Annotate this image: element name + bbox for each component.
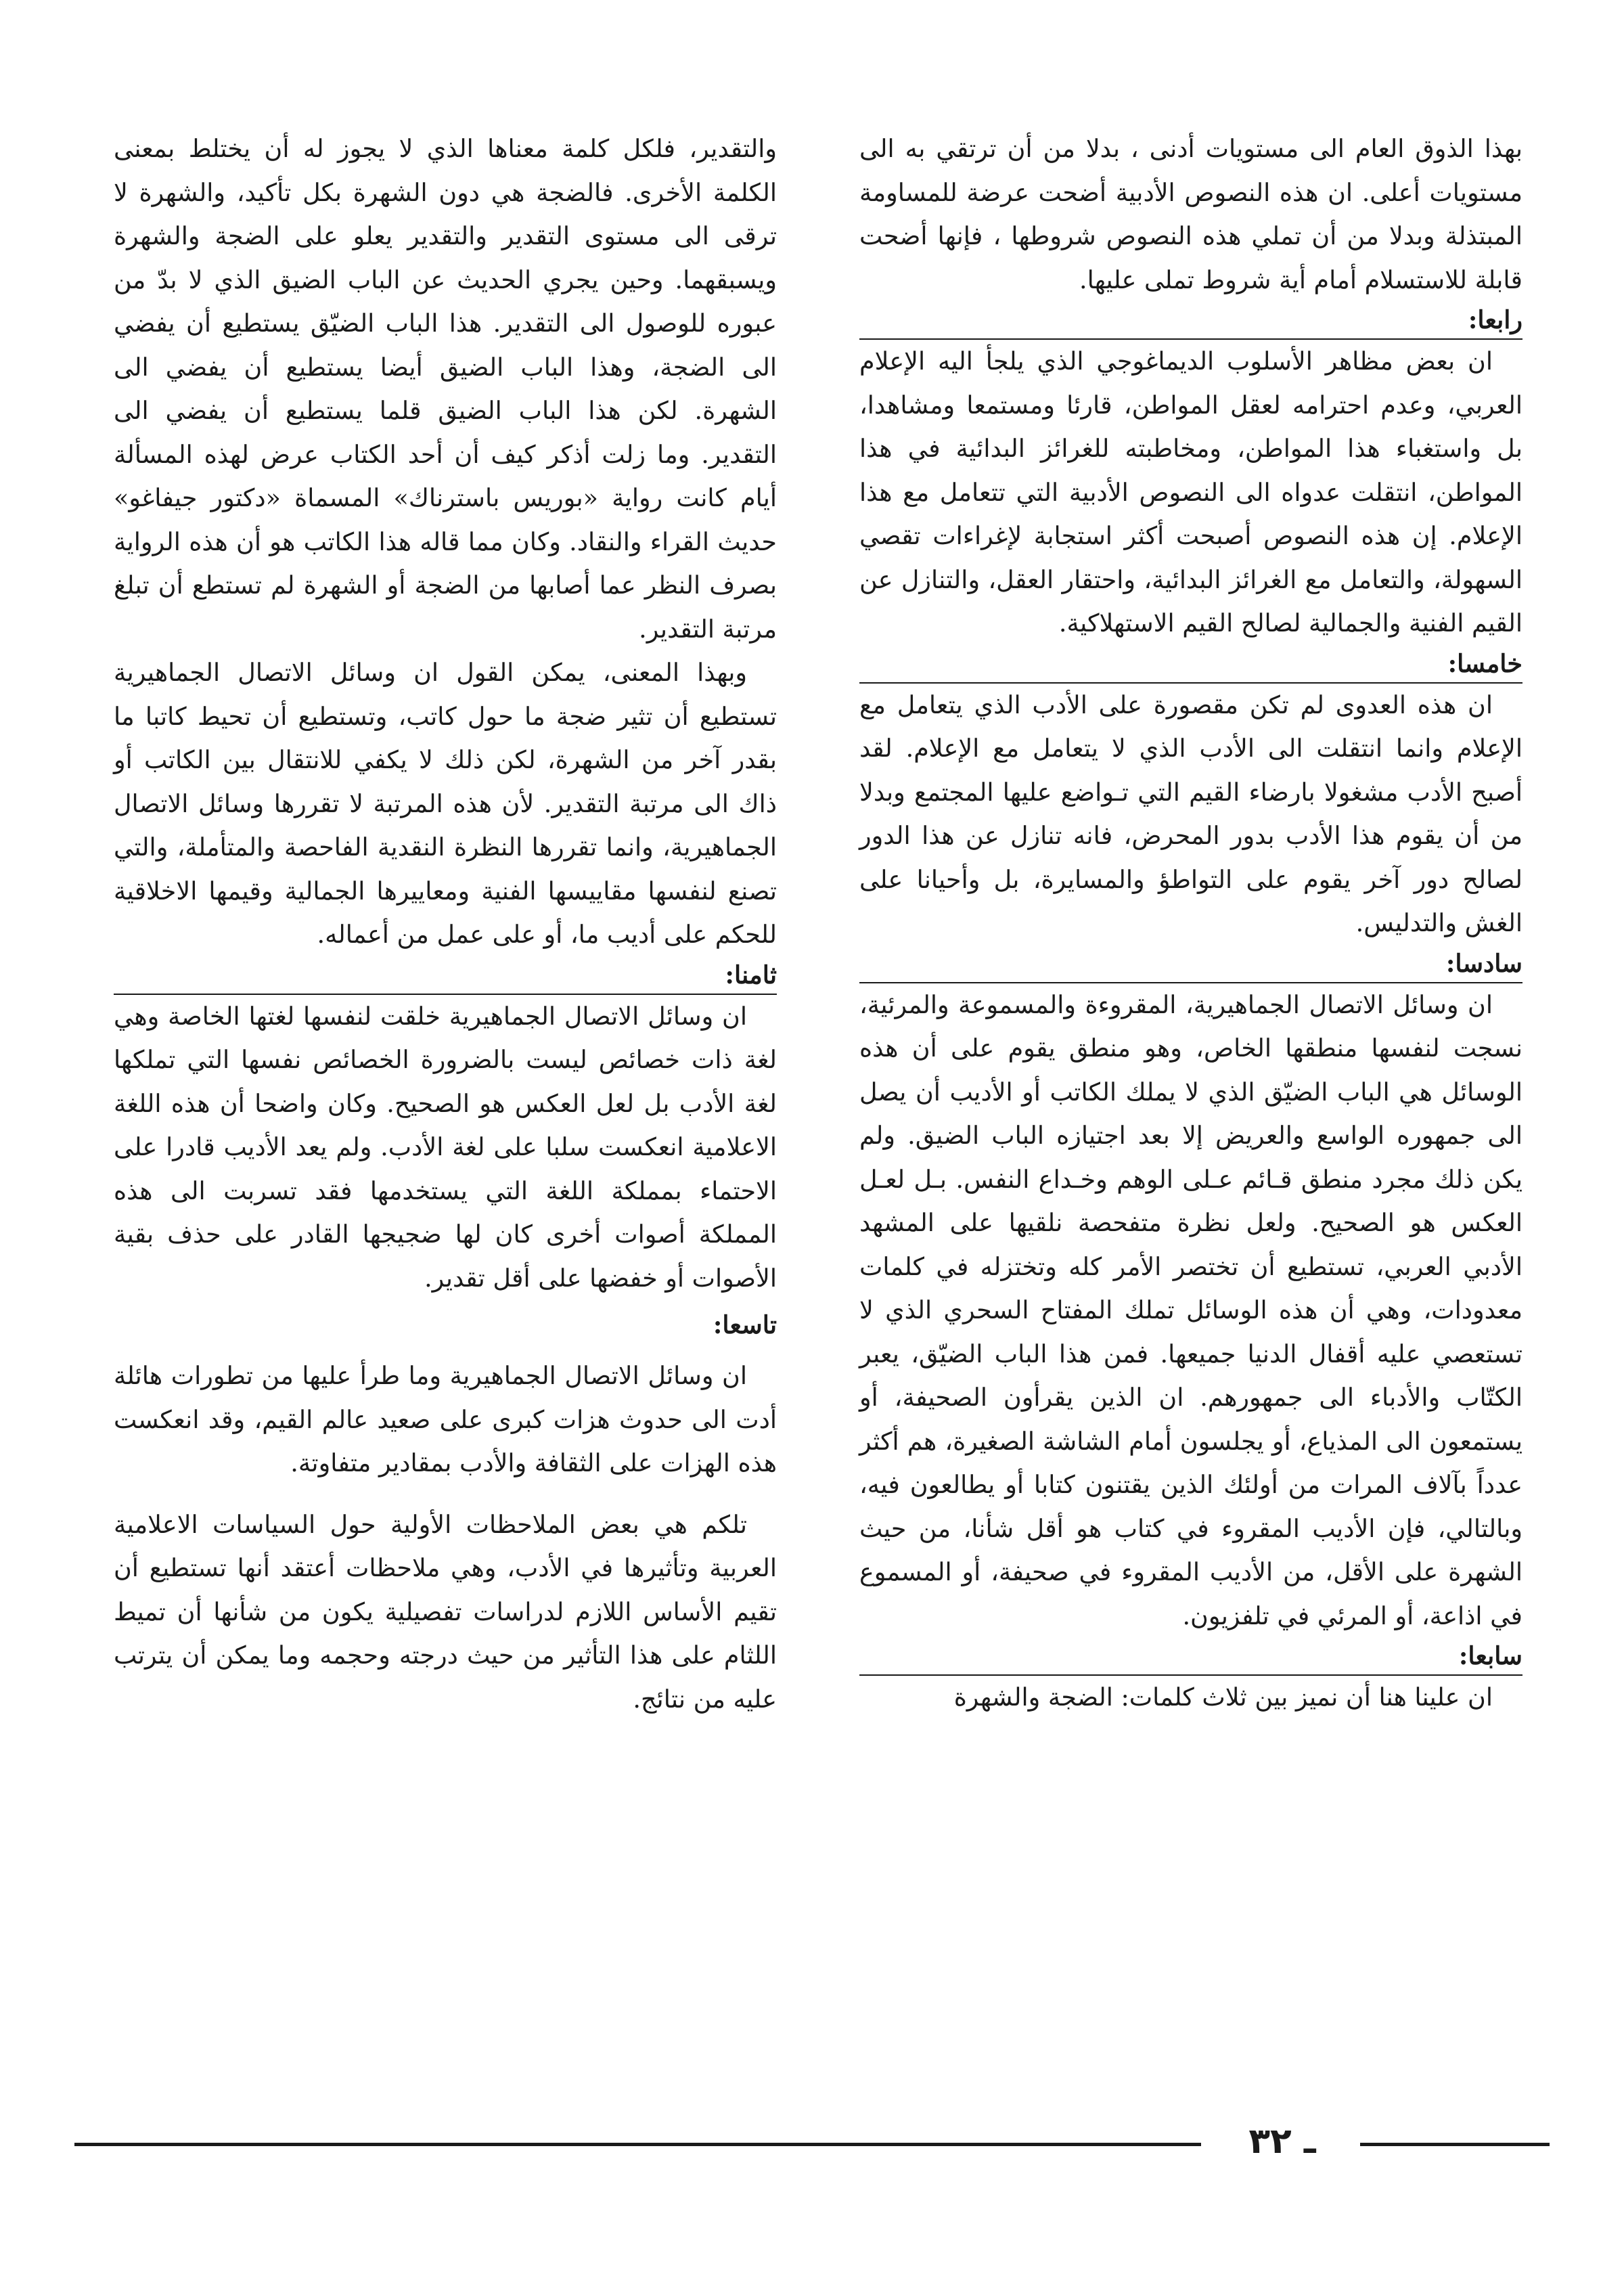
page-footer (74, 2121, 1550, 2166)
right-column (859, 127, 1522, 1720)
paragraph: تلكم هي بعض الملاحظات الأولية حول السياسات الاعلامية العربية وتأثيرها في الأدب، وهي ملاحظات أعتقد أنها تستطيع أن تقيم الأساس اللازم لدراسات تفصيلية يكون من شأنها أن تميط اللثام على هذا التأثير من حيث درجته وحجمه وما يمكن أن يترتب عليه من نتائج. (114, 1509, 777, 1714)
section-heading-sixth: سادسا: (859, 945, 1522, 983)
footer-rule-right (1360, 2143, 1550, 2146)
paragraph: ان بعض مظاهر الأسلوب الديماغوجي الذي يلجأ اليه الإعلام العربي، وعدم احترامه لعقل المواطن، قارئا ومستمعا ومشاهدا، بل واستغباء هذا المواطن، ومخاطبته للغرائز البدائية في هذا المواطن، انتقلت عدواه الى النصوص الأدبية التي تتعامل مع هذا الإعلام. إن هذه النصوص أصبحت أكثر استجابة لإغراءات تقصي السهولة، والتعامل مع الغرائز البدائية، واحتقار العقل، والتنازل عن القيم الفنية والجمالية لصالح القيم الاستهلاكية. (859, 347, 1522, 638)
section-heading-fifth: خامسا: (859, 646, 1522, 684)
page-number-dash: ـ (1303, 2121, 1316, 2162)
paragraph: ان وسائل الاتصال الجماهيرية خلقت لنفسها لغتها الخاصة وهي لغة ذات خصائص ليست بالضرورة الخصائص نفسها التي تملكها لغة الأدب بل لعل العكس هو الصحيح. وكان واضحا أن هذه اللغة الاعلامية انعكست سلبا على لغة الأدب. ولم يعد الأديب قادرا على الاحتماء بمملكة اللغة التي يستخدمها فقد تسربت الى هذه المملكة أصوات أخرى كان لها ضجيجها القادر على حذف بقية الأصوات أو خفضها على أقل تقدير. (114, 1001, 777, 1293)
section-heading-seventh: سابعا: (859, 1638, 1522, 1676)
section-heading-eighth: ثامنا: (114, 957, 777, 995)
paragraph: ان علينا هنا أن نميز بين ثلاث كلمات: الضجة والشهرة (953, 1683, 1493, 1712)
page-number-value: ٣٢ (1248, 2121, 1292, 2162)
paragraph: وبهذا المعنى، يمكن القول ان وسائل الاتصال الجماهيرية تستطيع أن تثير ضجة ما حول كاتب، وتستطيع أن تحيط كاتبا ما بقدر آخر من الشهرة، لكن ذلك لا يكفي للانتقال بين الكاتب أو ذاك الى مرتبة التقدير. لأن هذه المرتبة لا تقررها وسائل الاتصال الجماهيرية، وانما تقررها النظرة النقدية الفاحصة والمتأملة، والتي تصنع لنفسها مقاييسها الفنية ومعاييرها الجمالية وقيمها الاخلاقية للحكم على أديب ما، أو على عمل من أعماله. (114, 658, 777, 949)
paragraph: والتقدير، فلكل كلمة معناها الذي لا يجوز له أن يختلط بمعنى الكلمة الأخرى. فالضجة هي دون الشهرة بكل تأكيد، والشهرة لا ترقى الى مستوى التقدير والتقدير يعلو على الضجة والشهرة ويسبقهما. وحين يجري الحديث عن الباب الضيق الذي لا بدّ من عبوره للوصول الى التقدير. هذا الباب الضيّق يستطيع أن يفضي الى الضجة، وهذا الباب الضيق أيضا يستطيع أن يفضي الى الشهرة. لكن هذا الباب الضيق قلما يستطيع أن يفضي الى التقدير. وما زلت أذكر كيف أن أحد الكتاب عرض لهذه المسألة أيام كانت رواية «بوريس باسترناك» المسماة «دكتور جيفاغو» حديث القراء والنقاد. وكان مما قاله هذا الكاتب هو أن هذه الرواية بصرف النظر عما أصابها من الضجة أو الشهرة لم تستطع أن تبلغ مرتبة التقدير. (114, 134, 777, 644)
footer-rule-left (74, 2143, 1201, 2146)
left-column (114, 127, 777, 1721)
paragraph: ان هذه العدوى لم تكن مقصورة على الأدب الذي يتعامل مع الإعلام وانما انتقلت الى الأدب الذي لا يتعامل مع الإعلام. لقد أصبح الأدب مشغولا بارضاء القيم التي تـواضع عليها المجتمع وبدلا من أن يقوم هذا الأدب بدور المحرض، فانه تنازل عن هذا الدور لصالح دور آخر يقوم على التواطؤ والمسايرة، بل وأحيانا على الغش والتدليس. (859, 690, 1522, 937)
paragraph: ان وسائل الاتصال الجماهيرية، المقروءة والمسموعة والمرئية، نسجت لنفسها منطقها الخاص، وهو منطق يقوم على أن هذه الوسائل هي الباب الضيّق الذي لا يملك الكاتب أو الأديب أن يصل الى جمهوره الواسع والعريض إلا بعد اجتيازه الباب الضيق. ولم يكن ذلك مجرد منطق قـائم عـلى الوهم وخـداع النفس. بـل لعـل العكس هو الصحيح. ولعل نظرة متفحصة نلقيها على المشهد الأدبي العربي، تستطيع أن تختصر الأمر كله وتختزله في كلمات معدودات، وهي أن هذه الوسائل تملك المفتاح السحري الذي لا تستعصي عليه أقفال الدنيا جميعها. فمن هذا الباب الضيّق، يعبر الكتّاب والأدباء الى جمهورهم. ان الذين يقرأون الصحيفة، أو يستمعون الى المذياع، أو يجلسون أمام الشاشة الصغيرة، هم أكثر عدداً بآلاف المرات من أولئك الذين يقتنون كتابا أو يطالعون فيه، وبالتالي، فإن الأديب المقروء في كتاب هو أقل شأنا، من حيث الشهرة على الأقل، من الأديب المقروء في صحيفة، أو المسموع في اذاعة، أو المرئي في تلفزيون. (859, 989, 1522, 1630)
page-number (1218, 2121, 1347, 2162)
paragraph: بهذا الذوق العام الى مستويات أدنى ، بدلا من أن ترتقي به الى مستويات أعلى. ان هذه النصوص الأدبية أضحت عرضة للمساومة المبتذلة وبدلا من أن تملي هذه النصوص شروطها ، فإنها أضحت قابلة للاستسلام أمام أية شروط تملى عليها. (859, 134, 1522, 294)
section-heading-ninth: تاسعا: (713, 1310, 777, 1339)
section-heading-fourth: رابعا: (859, 302, 1522, 340)
paragraph: ان وسائل الاتصال الجماهيرية وما طرأ عليها من تطورات هائلة أدت الى حدوث هزات كبرى على صعيد عالم القيم، وقد انعكست هذه الهزات على الثقافة والأدب بمقادير متفاوتة. (114, 1361, 777, 1477)
